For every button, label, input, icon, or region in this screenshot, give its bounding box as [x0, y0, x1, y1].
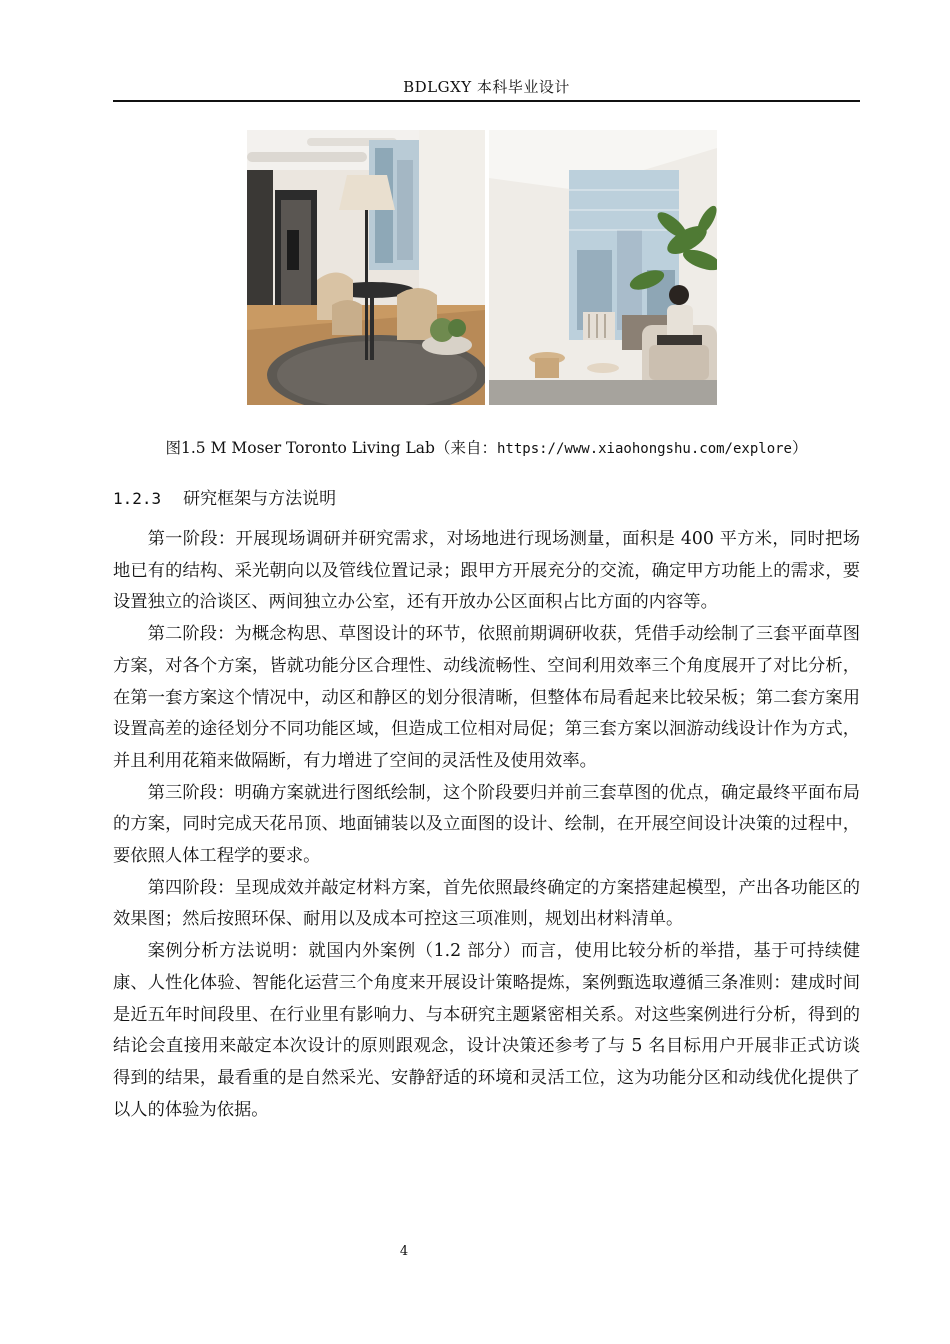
section-number: 1.2.3	[113, 489, 162, 508]
caption-source-suffix: ）	[792, 439, 808, 457]
paragraph-case-analysis: 案例分析方法说明：就国内外案例（1.2 部分）而言，使用比较分析的举措，基于可持续健康、人性化体验、智能化运营三个角度来开展设计策略提炼，案例甄选取遵循三条准则：建成时间是近五年时间段里、在行业里有影响力、与本研究主题紧密相关系。对这些案例进行分析，得到的结论会直接用来敲定本次设计的原则跟观念，设计决策还参考了与 5 名目标用户开展非正式访谈得到的结果，最看重的是自然采光、安静舒适的环境和灵活工位，这为功能分区和动线优化提供了以人的体验为依据。	[113, 941, 860, 1120]
photo-right-panel	[489, 130, 717, 405]
paragraph-stage-three: 第三阶段：明确方案就进行图纸绘制，这个阶段要归并前三套草图的优点，确定最终平面布局的方案，同时完成天花吊顶、地面铺装以及立面图的设计、绘制，在开展空间设计决策的过程中，要依照人体工程学的要求。	[113, 782, 860, 867]
figure-office-photo	[247, 130, 717, 405]
header-rule	[113, 100, 860, 102]
paragraph-stage-one: 第一阶段：开展现场调研并研究需求，对场地进行现场测量，面积是 400 平方米，同时把场地已有的结构、采光朝向以及管线位置记录；跟甲方开展充分的交流，确定甲方功能上的需求，要设置独立的洽谈区、两间独立办公室，还有开放办公区面积占比方面的内容等。	[113, 529, 860, 613]
running-header: BDLGXY 本科毕业设计	[403, 78, 570, 96]
body-text	[113, 524, 860, 1126]
section-heading	[113, 484, 336, 509]
paragraph-stage-two: 第二阶段：为概念构思、草图设计的环节，依照前期调研收获，凭借手动绘制了三套平面草图方案，对各个方案，皆就功能分区合理性、动线流畅性、空间利用效率三个角度展开了对比分析，在第一套方案这个情况中，动区和静区的划分很清晰，但整体布局看起来比较呆板；第二套方案用设置高差的途径划分不同功能区域，但造成工位相对局促；第三套方案以洄游动线设计作为方式，并且利用花箱来做隔断，有力增进了空间的灵活性及使用效率。	[113, 624, 860, 771]
photo-left-panel	[247, 130, 487, 405]
caption-label: 图1.5	[165, 439, 206, 457]
caption-source-prefix: （来自：	[434, 439, 497, 457]
figure-caption	[113, 436, 860, 458]
caption-title: M Moser Toronto Living Lab	[210, 439, 435, 457]
paragraph-stage-four: 第四阶段：呈现成效并敲定材料方案，首先依照最终确定的方案搭建起模型，产出各功能区的效果图；然后按照环保、耐用以及成本可控这三项准则，规划出材料清单。	[113, 877, 860, 930]
caption-source-url: https://www.xiaohongshu.com/explore	[496, 441, 792, 457]
section-title: 研究框架与方法说明	[183, 489, 337, 509]
page-number: 4	[399, 1244, 409, 1259]
